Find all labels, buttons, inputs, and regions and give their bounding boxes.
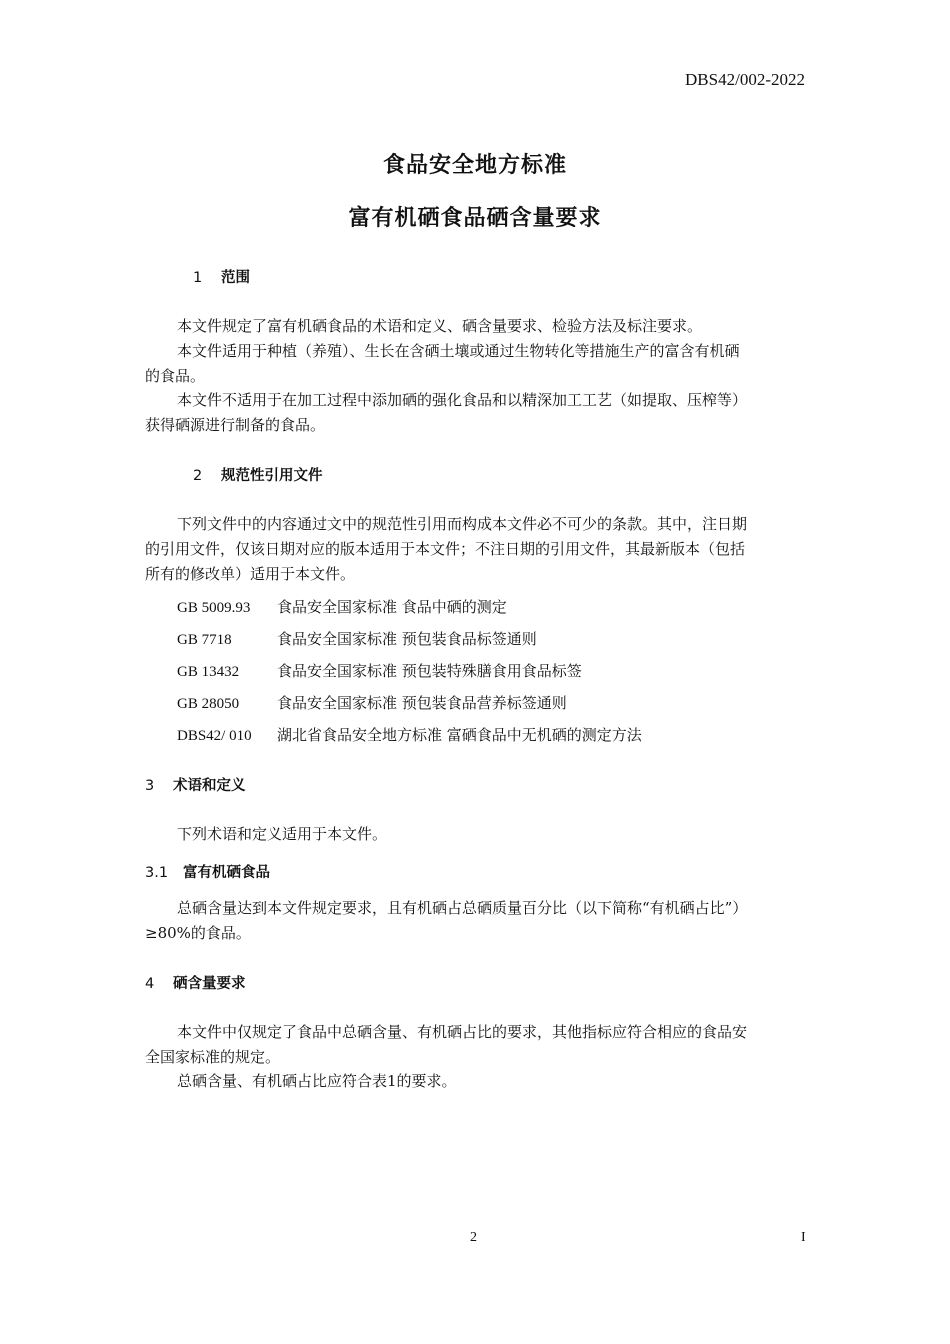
paragraph: 总硒含量达到本文件规定要求，且有机硒占总硒质量百分比（以下简称“有机硒占比”）	[177, 899, 748, 917]
section-2-heading	[193, 464, 323, 485]
subsection-number: 3.1	[145, 865, 169, 881]
reference-code: GB 7718	[177, 632, 232, 648]
paragraph-continuation: 的食品。	[145, 367, 206, 385]
section-number: 3	[145, 778, 155, 794]
paragraph: 本文件规定了富有机硒食品的术语和定义、硒含量要求、检验方法及标注要求。	[177, 317, 703, 335]
reference-item	[177, 628, 537, 649]
section-3-heading	[145, 774, 246, 795]
reference-code: GB 13432	[177, 664, 240, 680]
reference-item	[177, 724, 642, 745]
reference-title: 食品安全国家标准 食品中硒的测定	[277, 598, 507, 616]
page-number: 2	[470, 1230, 477, 1245]
reference-title: 食品安全国家标准 预包装特殊膳食用食品标签	[277, 662, 582, 680]
section-1-heading	[193, 266, 250, 287]
document-number: DBS42/002-2022	[685, 70, 805, 89]
paragraph-continuation: 的引用文件，仅该日期对应的版本适用于本文件；不注日期的引用文件，其最新版本（包括	[145, 540, 746, 558]
section-number: 1	[193, 270, 203, 286]
paragraph-continuation: 全国家标准的规定。	[145, 1048, 281, 1066]
section-title: 规范性引用文件	[221, 468, 323, 484]
document-title-line1: 食品安全地方标准	[382, 153, 567, 178]
section-title: 范围	[221, 270, 250, 286]
subsection-title: 富有机硒食品	[183, 865, 270, 881]
section-number: 4	[145, 976, 155, 992]
reference-title: 食品安全国家标准 预包装食品标签通则	[277, 630, 537, 648]
reference-item	[177, 692, 567, 713]
paragraph-continuation: 所有的修改单）适用于本文件。	[145, 565, 356, 583]
subsection-3-1-heading	[145, 861, 270, 882]
paragraph: 下列术语和定义适用于本文件。	[177, 825, 388, 843]
paragraph: 总硒含量、有机硒占比应符合表1的要求。	[177, 1072, 457, 1090]
paragraph: 下列文件中的内容通过文中的规范性引用而构成本文件必不可少的条款。其中，注日期	[177, 515, 748, 533]
section-4-heading	[145, 972, 246, 993]
section-number: 2	[193, 468, 203, 484]
reference-code: GB 5009.93	[177, 600, 251, 616]
paragraph-continuation: ≥80%的食品。	[145, 924, 251, 942]
document-title-line2: 富有机硒食品硒含量要求	[348, 206, 602, 231]
reference-title: 湖北省食品安全地方标准 富硒食品中无机硒的测定方法	[277, 726, 642, 744]
paragraph: 本文件中仅规定了食品中总硒含量、有机硒占比的要求，其他指标应符合相应的食品安	[177, 1023, 748, 1041]
reference-item	[177, 660, 582, 681]
reference-code: DBS42/ 010	[177, 728, 252, 744]
section-title: 硒含量要求	[173, 976, 246, 992]
paragraph-continuation: 获得硒源进行制备的食品。	[145, 416, 326, 434]
reference-title: 食品安全国家标准 预包装食品营养标签通则	[277, 694, 567, 712]
reference-item	[177, 596, 507, 617]
paragraph: 本文件不适用于在加工过程中添加硒的强化食品和以精深加工工艺（如提取、压榨等）	[177, 391, 748, 409]
roman-page-marker: I	[801, 1230, 806, 1245]
reference-code: GB 28050	[177, 696, 240, 712]
paragraph: 本文件适用于种植（养殖）、生长在含硒土壤或通过生物转化等措施生产的富含有机硒	[177, 342, 740, 360]
section-title: 术语和定义	[173, 778, 246, 794]
